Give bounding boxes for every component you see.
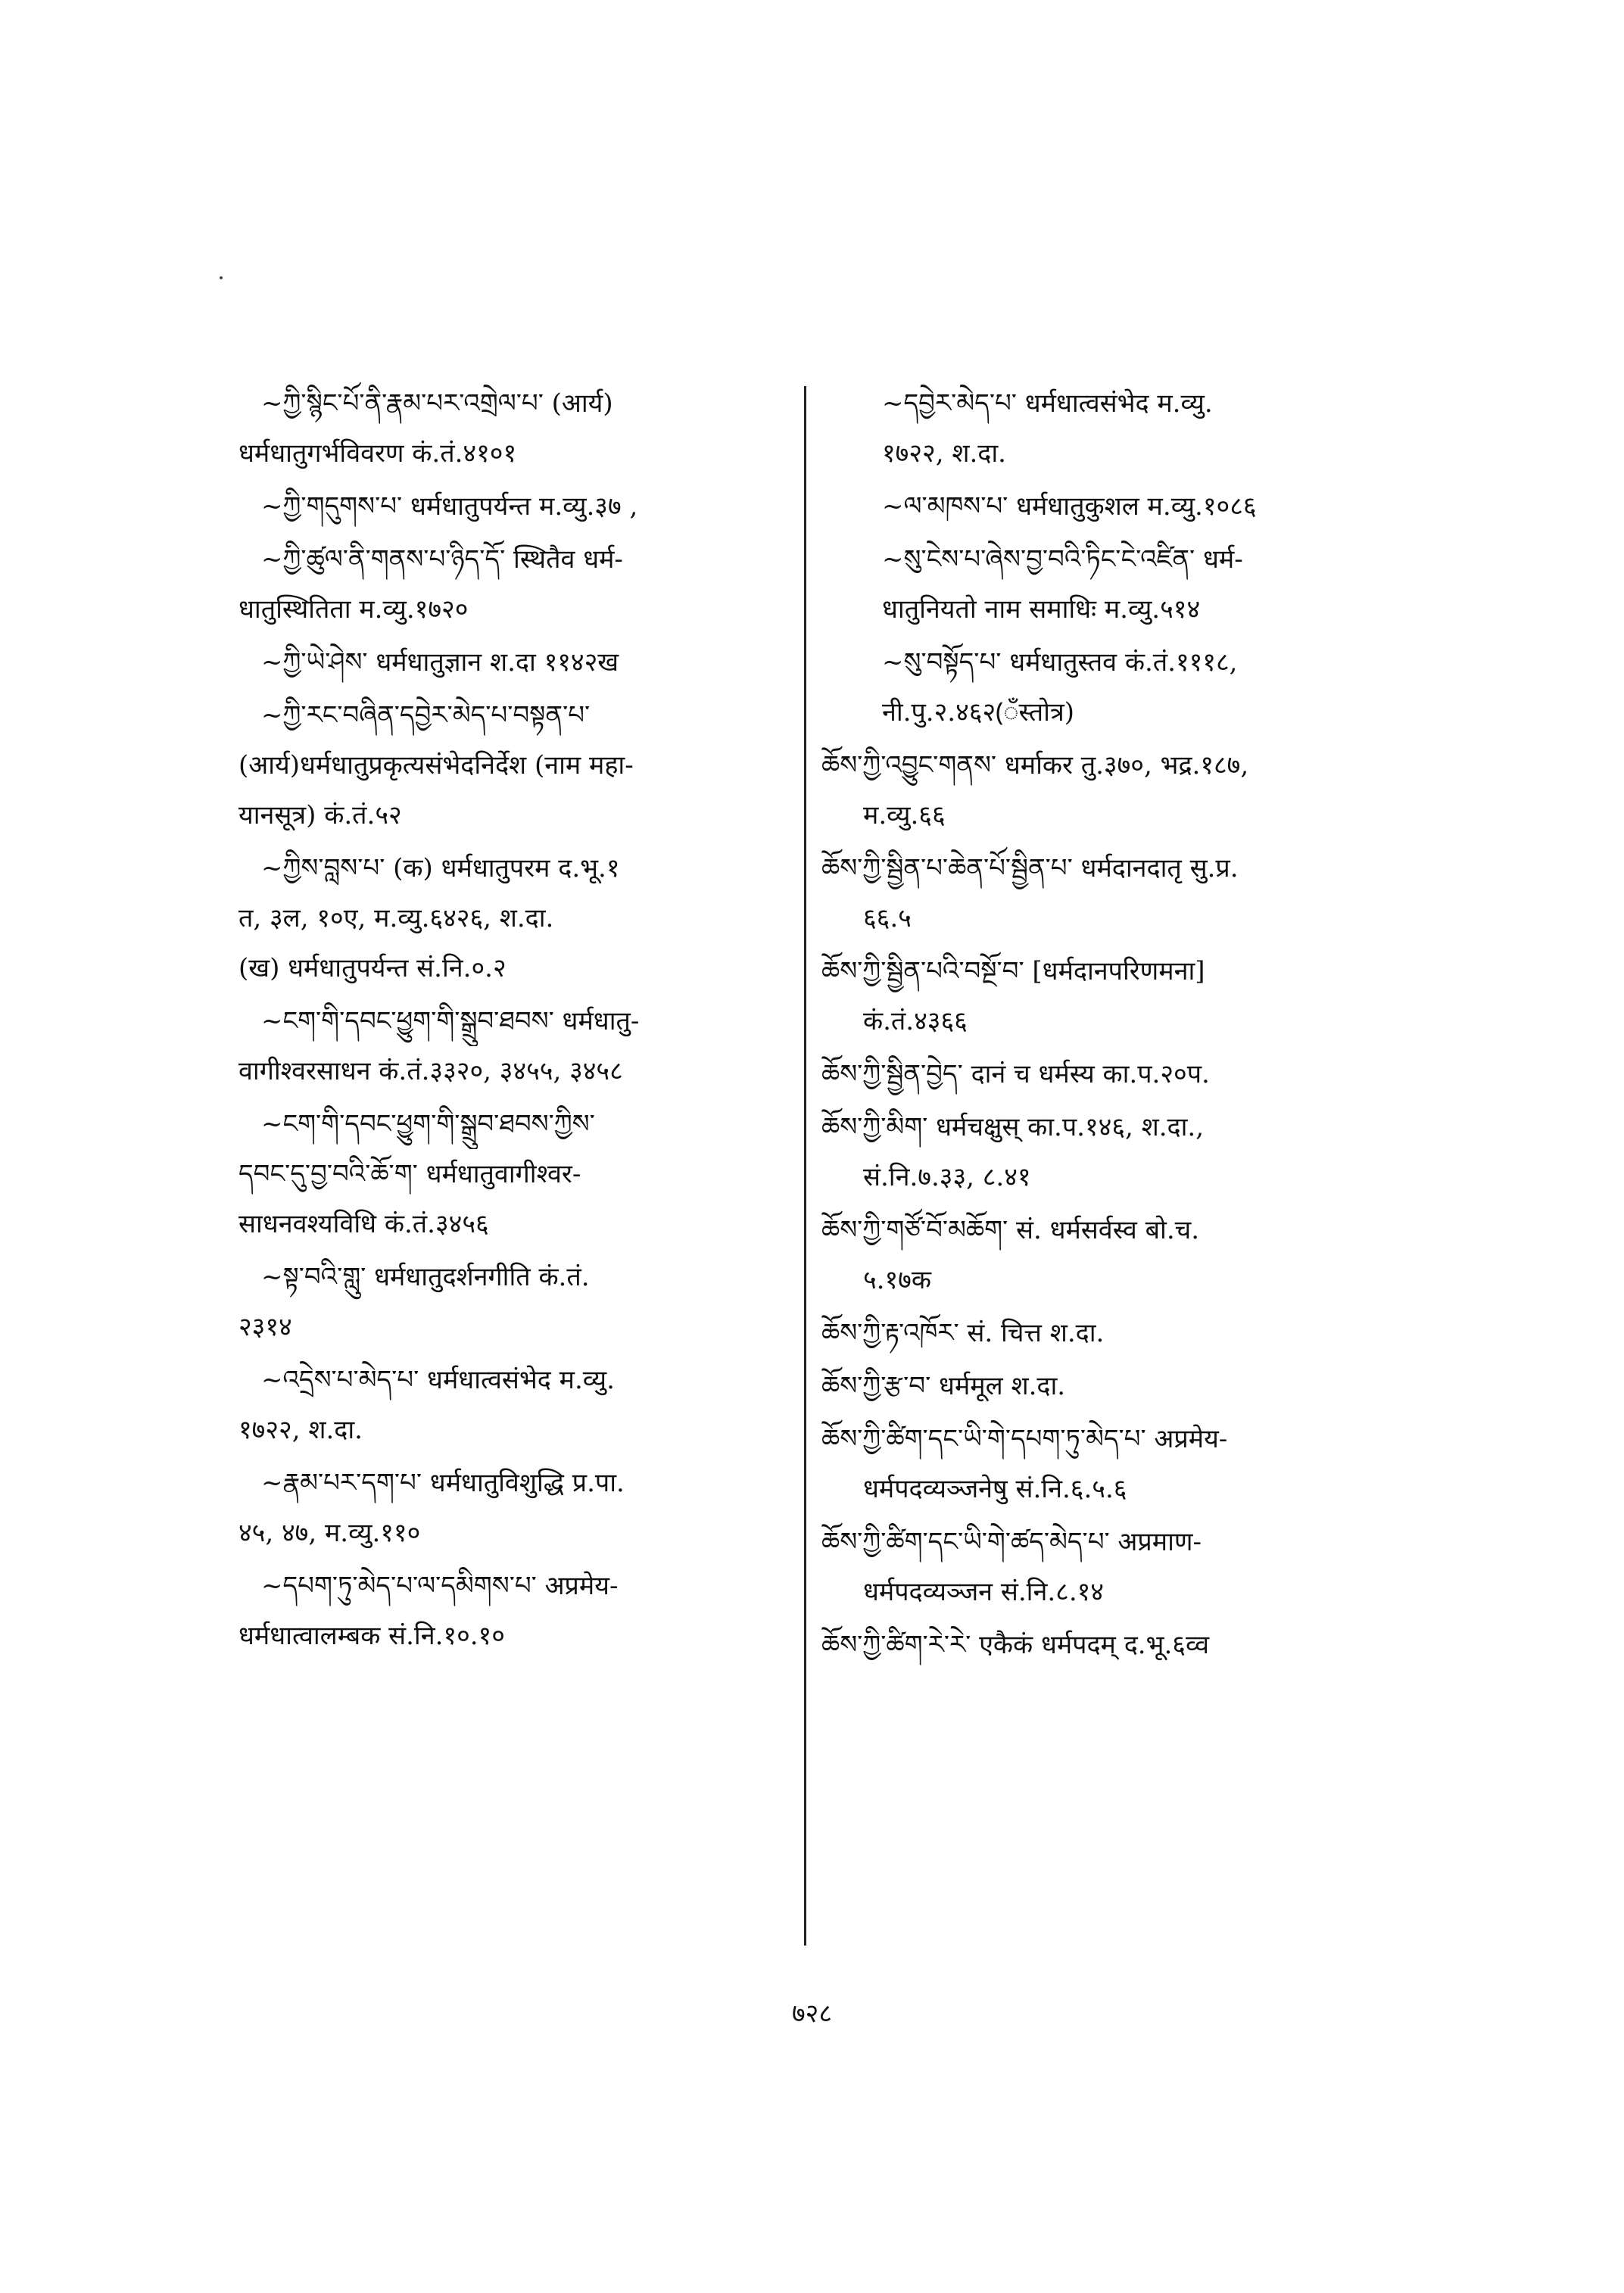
entry-headword-line: ~སྟ་བའི་གླུ་ धर्मधातुदर्शनगीति कं.तं. — [261, 1262, 590, 1292]
dictionary-entry — [238, 379, 799, 478]
dictionary-entry — [238, 637, 799, 687]
entry-headword-line: ~སུ་ངེས་པ་ཞེས་བྱ་བའི་ཏིང་ངེ་འཛིན་ धर्म- — [882, 544, 1243, 575]
entry-headword-line: ~དཔག་ཏུ་མེད་པ་ལ་དམིགས་པ་ अप्रमेय- — [261, 1571, 619, 1601]
dictionary-entry — [238, 1252, 799, 1352]
dictionary-entry — [238, 996, 799, 1096]
entry-headword-line: ཆོས་ཀྱི་འབྱུང་གནས་ धर्माकर तु.३७०, भद्र.१८७, — [821, 750, 1249, 780]
entry-headword-line: ཆོས་ཀྱི་ཚིག་རེ་རེ་ एकैकं धर्मपदम् द.भू.६व्व — [821, 1630, 1209, 1660]
dictionary-entry — [238, 1561, 799, 1661]
dictionary-entry — [238, 1099, 799, 1249]
speck-mark — [220, 276, 223, 279]
right-column — [821, 379, 1427, 1673]
entry-continuation-line: धर्मपदव्यञ्जन सं.नि.८.१४ — [863, 1577, 1104, 1607]
entry-continuation-line: དབང་དུ་བྱ་བའི་ཆོ་ག་ धर्मधातुवागीश्वर- — [238, 1159, 581, 1189]
entry-headword-line: ཆོས་ཀྱི་སྦྱིན་བྱེད་ दानं च धर्मस्य का.प.२०प. — [821, 1059, 1210, 1089]
dictionary-entry — [821, 843, 1427, 943]
dictionary-entry — [821, 534, 1427, 634]
left-column — [238, 379, 799, 1664]
entry-headword-line: ཆོས་ཀྱི་སྦྱིན་པ་ཆེན་པོ་སྦྱིན་པ་ धर्मदानदातृ सु.प्र. — [821, 853, 1239, 883]
dictionary-entry — [821, 1049, 1427, 1099]
entry-continuation-line: (आर्य)धर्मधातुप्रकृत्यसंभेदनिर्देश (नाम महा- — [238, 750, 634, 780]
entry-headword-line: ~འདྲེས་པ་མེད་པ་ धर्मधात्वसंभेद म.व्यु. — [261, 1365, 615, 1395]
entry-continuation-line: धातुस्थितिता म.व्यु.१७२० — [238, 594, 469, 625]
entry-continuation-line: सं.नि.७.३३, ८.४१ — [863, 1162, 1031, 1192]
dictionary-entry — [238, 843, 799, 993]
dictionary-entry — [821, 1361, 1427, 1411]
entry-continuation-line: नी.पु.२.४६२(ँस्तोत्र) — [882, 697, 1074, 727]
dictionary-entry — [821, 1102, 1427, 1202]
dictionary-entry — [821, 379, 1427, 478]
entry-continuation-line: साधनवश्यविधि कं.तं.३४५६ — [238, 1209, 489, 1239]
entry-headword-line: ~ཀྱིས་བླས་པ་ (क) धर्मधातुपरम द.भू.१ — [261, 853, 620, 883]
page-number: ७२८ — [791, 1999, 833, 2029]
entry-headword-line: ~ངག་གི་དབང་ཕྱུག་གི་སྒྲུབ་ཐབས་ धर्मधातु- — [261, 1006, 640, 1036]
entry-headword-line: ~ཀྱི་གདུགས་པ་ धर्मधातुपर्यन्त म.व्यु.३७ , — [261, 491, 638, 522]
dictionary-entry — [238, 1458, 799, 1558]
dictionary-entry — [821, 1620, 1427, 1670]
entry-continuation-line: ५.१७क — [863, 1265, 931, 1295]
dictionary-entry — [238, 1355, 799, 1455]
entry-headword-line: ཆོས་ཀྱི་སྦྱིན་པའི་བསྔོ་བ་ [धर्मदानपरिणमना] — [821, 956, 1205, 986]
entry-headword-line: ~ལ་མཁས་པ་ धर्मधातुकुशल म.व्यु.१०८६ — [882, 491, 1257, 522]
dictionary-entry — [238, 534, 799, 634]
entry-headword-line: ~དབྱེར་མེད་པ་ धर्मधात्वसंभेद म.व्यु. — [882, 388, 1213, 419]
entry-continuation-line: यानसूत्र) कं.तं.५२ — [238, 800, 402, 830]
dictionary-entry — [821, 1308, 1427, 1358]
dictionary-entry — [821, 481, 1427, 531]
entry-continuation-line: १७२२, श.दा. — [882, 438, 1006, 469]
entry-continuation-line: धर्मपदव्यञ्जनेषु सं.नि.६.५.६ — [863, 1474, 1127, 1504]
entry-headword-line: ~ངག་གི་དབང་ཕྱུག་གི་སྒྲུབ་ཐབས་ཀྱིས་ — [261, 1109, 595, 1139]
entry-continuation-line: ४५, ४७, म.व्यु.११० — [238, 1518, 421, 1548]
entry-headword-line: ཆོས་ཀྱི་ཚིག་དང་ཡི་གེ་དཔག་ཏུ་མེད་པ་ अप्रमेय- — [821, 1424, 1228, 1454]
entry-continuation-line: धर्मधात्वालम्बक सं.नि.१०.१० — [238, 1621, 505, 1651]
dictionary-entry — [821, 740, 1427, 840]
entry-continuation-line: २३१४ — [238, 1312, 292, 1342]
entry-continuation-line: धातुनियतो नाम समाधिः म.व्यु.५१४ — [882, 594, 1201, 625]
entry-continuation-line: १७२२, श.दा. — [238, 1415, 363, 1445]
entry-continuation-line: (ख) धर्मधातुपर्यन्त सं.नि.०.२ — [238, 953, 507, 983]
entry-continuation-line: म.व्यु.६६ — [863, 800, 946, 830]
entry-headword-line: ཆོས་ཀྱི་གཙོ་བོ་མཆོག་ सं. धर्मसर्वस्व बो.च. — [821, 1215, 1200, 1245]
entry-headword-line: ཆོས་ཀྱི་མིག་ धर्मचक्षुस् का.प.१४६, श.दा., — [821, 1112, 1205, 1142]
entry-headword-line: ཆོས་ཀྱི་ཚིག་དང་ཡི་གེ་ཚད་མེད་པ་ अप्रमाण- — [821, 1527, 1202, 1557]
entry-continuation-line: वागीश्वरसाधन कं.तं.३३२०, ३४५५, ३४५८ — [238, 1056, 623, 1086]
entry-headword-line: ~སུ་བསྟོད་པ་ धर्मधातुस्तव कं.तं.१११८, — [882, 647, 1238, 678]
entry-continuation-line: कं.तं.४३६६ — [863, 1006, 968, 1036]
entry-headword-line: ~ཀྱི་སྙིང་པོ་ནི་རྣམ་པར་འགྲེལ་པ་ (आर्य) — [261, 388, 613, 419]
dictionary-entry — [821, 946, 1427, 1046]
dictionary-entry — [238, 481, 799, 531]
entry-continuation-line: ६६.५ — [863, 903, 912, 933]
dictionary-entry — [821, 1517, 1427, 1617]
entry-headword-line: ~རྣམ་པར་དག་པ་ धर्मधातुविशुद्धि प्र.पा. — [261, 1468, 625, 1498]
entry-continuation-line: त, ३ल, १०ए, म.व्यु.६४२६, श.दा. — [238, 903, 554, 933]
dictionary-entry — [238, 690, 799, 840]
dictionary-entry — [821, 637, 1427, 737]
entry-headword-line: ~ཀྱི་ཚུལ་ནི་གནས་པ་ཉིད་དོ་ स्थितैव धर्म- — [261, 544, 623, 575]
entry-headword-line: ཆོས་ཀྱི་རྩ་བ་ धर्ममूल श.दा. — [821, 1371, 1066, 1401]
dictionary-entry — [821, 1205, 1427, 1305]
entry-headword-line: ~ཀྱི་རང་བཞིན་དབྱེར་མེད་པ་བསྟན་པ་ — [261, 700, 591, 731]
dictionary-entry — [821, 1414, 1427, 1514]
entry-continuation-line: धर्मधातुगर्भविवरण कं.तं.४१०१ — [238, 438, 517, 469]
column-divider — [804, 386, 806, 1946]
entry-headword-line: ~ཀྱི་ཡེ་ཤེས་ धर्मधातुज्ञान श.दा ११४२ख — [261, 647, 619, 678]
entry-headword-line: ཆོས་ཀྱི་རྟ་འཁོར་ सं. चित्त श.दा. — [821, 1318, 1105, 1348]
